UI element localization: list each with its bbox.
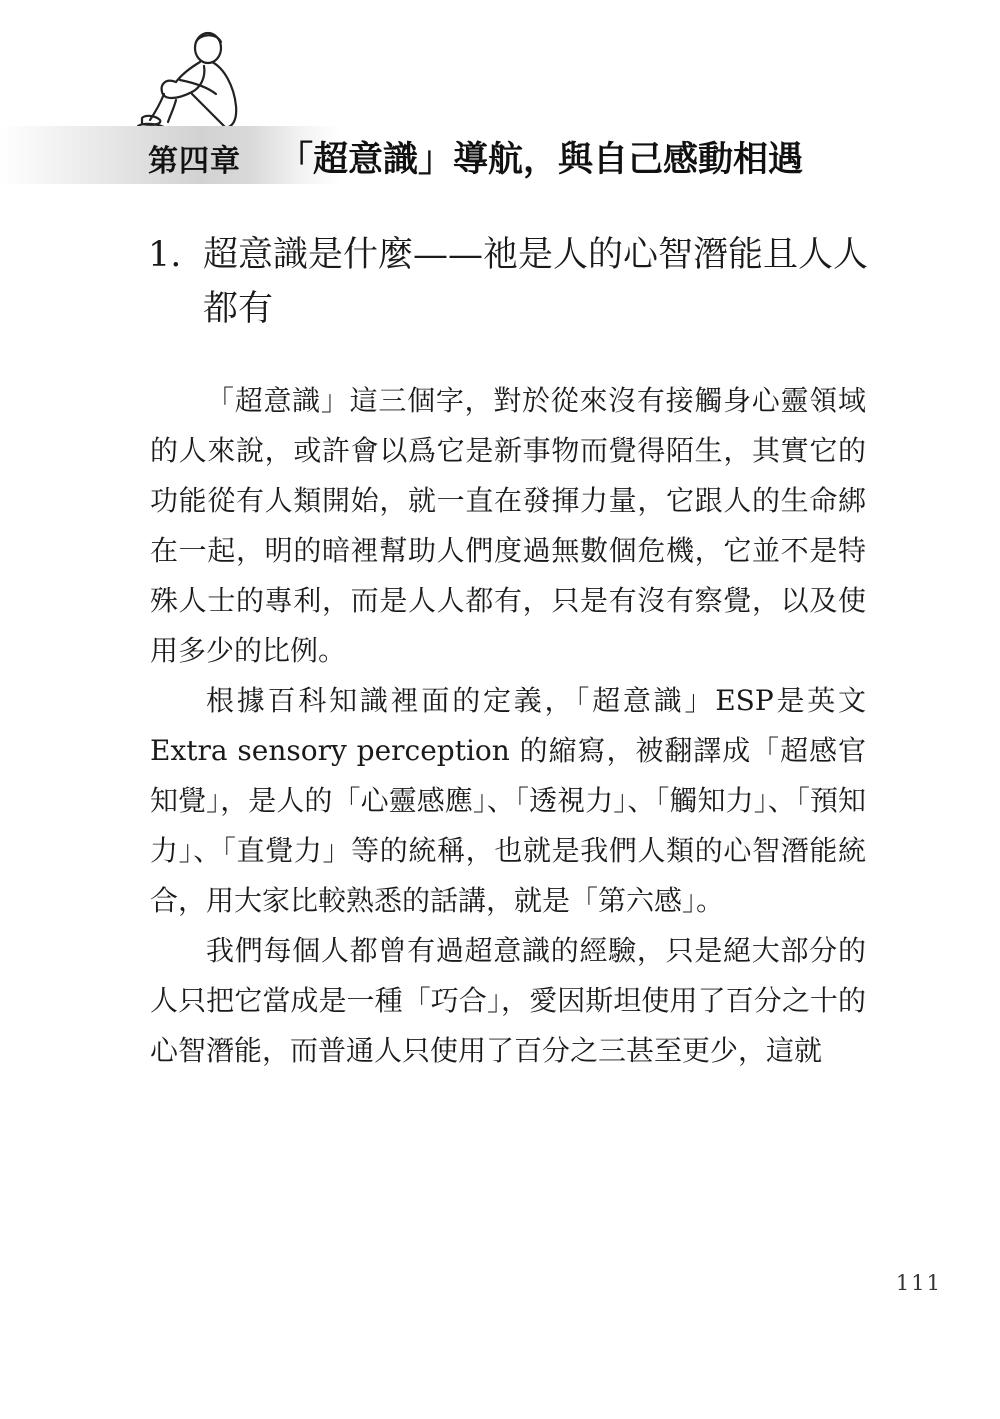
section-title [148,228,868,336]
paragraph: 「超意識」這三個字，對於從來沒有接觸身心靈領域的人來說，或許會以爲它是新事物而覺得陌生，其實它的功能從有人類開始，就一直在發揮力量，它跟人的生命綁在一起，明的暗裡幫助人們度過無數個危機，它並不是特殊人士的專利，而是人人都有，只是有沒有察覺，以及使用多少的比例。 [150,384,866,667]
seated-person-illustration-icon [120,28,260,138]
body-text [150,376,866,1076]
paragraph: 根據百科知識裡面的定義，「超意識」ESP是英文Extra sensory perception 的縮寫，被翻譯成「超感官知覺」，是人的「心靈感應」、「透視力」、「觸知力」、「預知力」、「直覺力」等的統稱，也就是我們人類的心智潛能統合，用大家比較熟悉的話講，就是「第六感」。 [150,684,866,917]
page-number: 111 [895,1271,942,1295]
section-number: 1. [148,235,182,275]
chapter-label: 第四章 [148,144,241,179]
section-title-line2: 都有 [203,289,274,329]
section-title-text: 超意識是什麼——祂是人的心智潛能且人人 [203,235,869,275]
section-title-line1 [148,228,868,282]
chapter-title: 「超意識」導航，與自己感動相遇 [278,140,804,180]
paragraph: 我們每個人都曾有過超意識的經驗，只是絕大部分的人只把它當成是一種「巧合」，愛因斯坦使用了百分之十的心智潛能，而普通人只使用了百分之三甚至更少，這就 [150,934,866,1067]
